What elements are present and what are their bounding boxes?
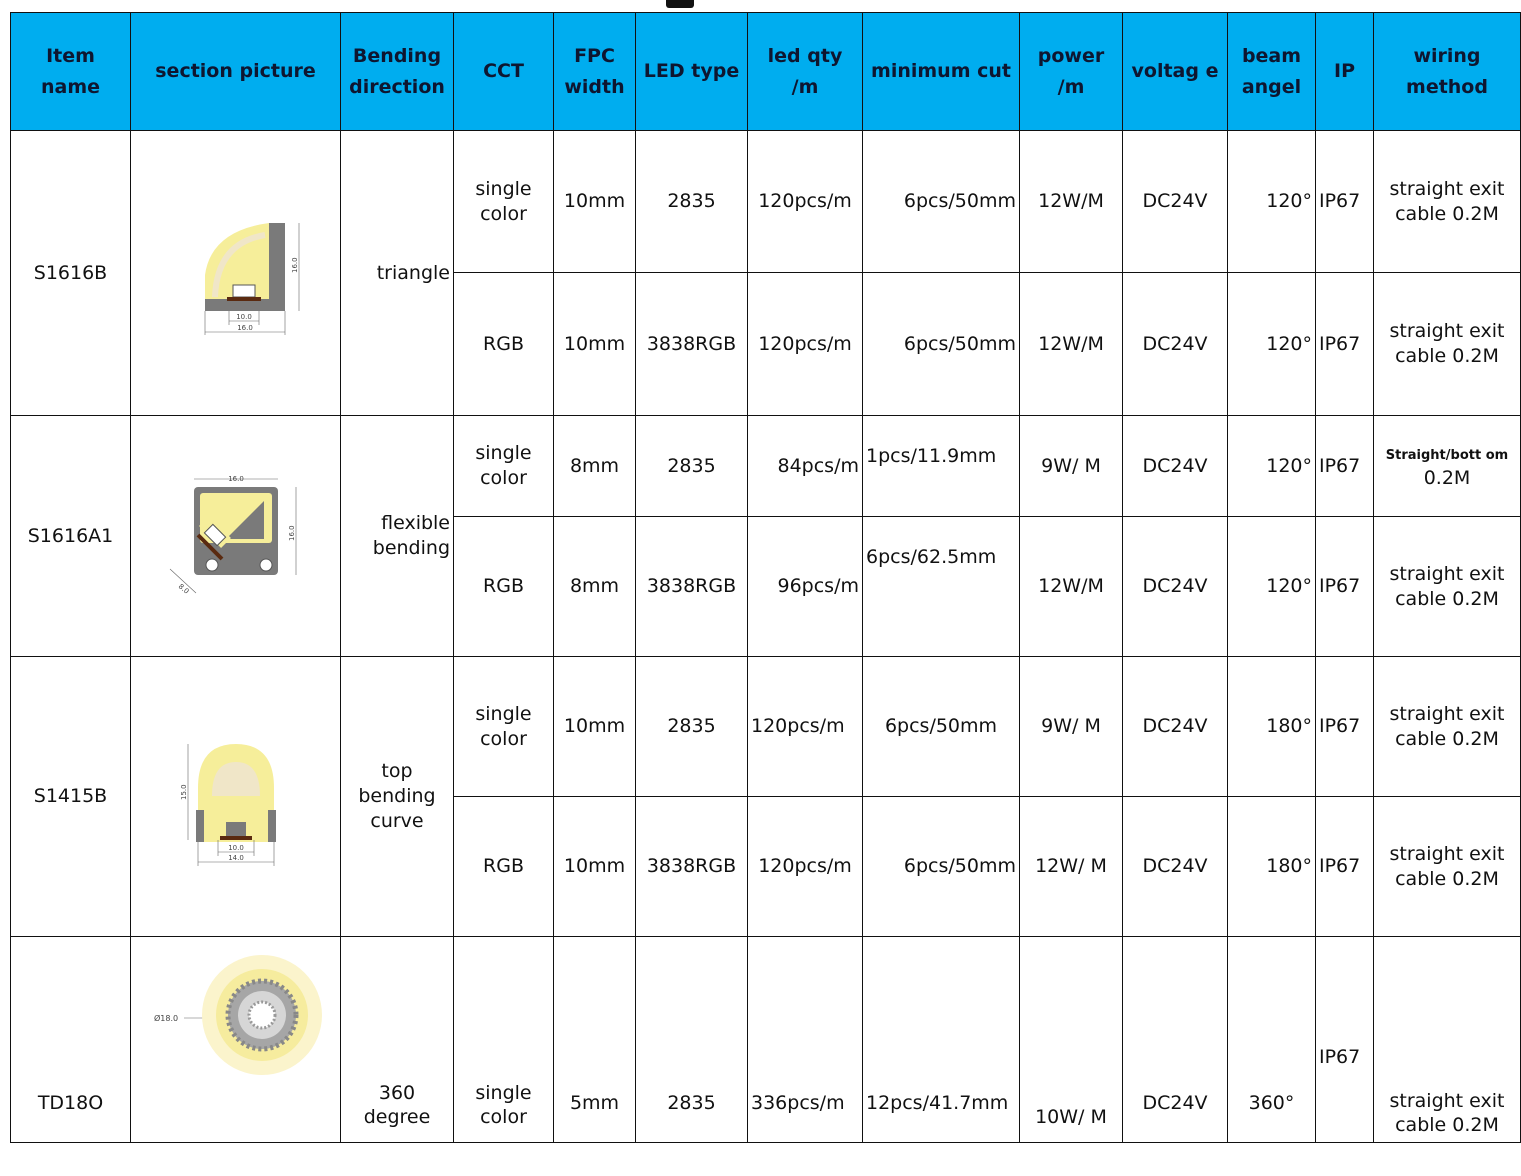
fpc-width-cell: 8mm <box>554 416 636 517</box>
spec-table <box>10 12 1521 1143</box>
cct-cell: RGB <box>454 517 554 657</box>
led-type-cell: 2835 <box>636 937 748 1143</box>
table-row <box>11 416 1521 517</box>
dim-label: 14.0 <box>227 853 244 862</box>
dim-label: 8.0 <box>176 582 190 596</box>
dim-label: 10.0 <box>235 313 252 321</box>
led-qty-cell: 84pcs/m <box>748 416 863 517</box>
item-name-cell: S1616A1 <box>11 416 131 657</box>
voltage-cell: DC24V <box>1123 937 1228 1143</box>
fpc-width-cell: 10mm <box>554 797 636 937</box>
ip-cell: IP67 <box>1316 131 1374 273</box>
cct-cell: single color <box>454 416 554 517</box>
ip-cell: IP67 <box>1316 657 1374 797</box>
header-beam-angle: beam angel <box>1228 13 1316 131</box>
power-cell: 9W/ M <box>1020 416 1123 517</box>
header-cct: CCT <box>454 13 554 131</box>
cct-cell: RGB <box>454 797 554 937</box>
item-name-cell: TD18O <box>11 937 131 1143</box>
dim-label: 16.0 <box>290 257 299 273</box>
power-cell: 12W/M <box>1020 517 1123 657</box>
table-row <box>11 937 1521 1143</box>
dim-label: 10.0 <box>227 843 244 852</box>
section-drawing-td18o <box>146 951 326 1081</box>
led-type-cell: 2835 <box>636 416 748 517</box>
bending-direction-cell: triangle <box>341 131 454 416</box>
led-type-cell: 2835 <box>636 131 748 273</box>
section-picture-cell <box>131 937 341 1143</box>
voltage-cell: DC24V <box>1123 273 1228 416</box>
dim-label: Ø18.0 <box>153 1014 178 1023</box>
minimum-cut-cell: 6pcs/50mm <box>863 797 1020 937</box>
section-picture-cell <box>131 657 341 937</box>
led-qty-cell: 120pcs/m <box>748 657 863 797</box>
section-picture-cell <box>131 416 341 657</box>
header-minimum-cut: minimum cut <box>863 13 1020 131</box>
header-voltage: voltag e <box>1123 13 1228 131</box>
header-ip: IP <box>1316 13 1374 131</box>
table-row <box>11 657 1521 797</box>
led-type-cell: 3838RGB <box>636 797 748 937</box>
wiring-method-cell: straight exit cable 0.2M <box>1374 517 1521 657</box>
dim-label: 15.0 <box>179 783 188 800</box>
ip-cell: IP67 <box>1316 797 1374 937</box>
beam-angle-cell: 180° <box>1228 797 1316 937</box>
cct-cell: single color <box>454 131 554 273</box>
beam-angle-cell: 120° <box>1228 416 1316 517</box>
header-fpc-width: FPC width <box>554 13 636 131</box>
voltage-cell: DC24V <box>1123 657 1228 797</box>
bending-direction-cell: flexible bending <box>341 416 454 657</box>
table-row <box>11 131 1521 273</box>
power-cell: 9W/ M <box>1020 657 1123 797</box>
ip-cell: IP67 <box>1316 937 1374 1143</box>
bending-direction-cell: 360 degree <box>341 937 454 1143</box>
beam-angle-cell: 120° <box>1228 273 1316 416</box>
fpc-width-cell: 5mm <box>554 937 636 1143</box>
title-strip <box>0 0 1521 12</box>
fpc-width-cell: 10mm <box>554 273 636 416</box>
fpc-width-cell: 10mm <box>554 131 636 273</box>
item-name-cell: S1616B <box>11 131 131 416</box>
section-drawing-s1616b <box>161 203 311 343</box>
led-qty-cell: 336pcs/m <box>748 937 863 1143</box>
cct-cell: single color <box>454 937 554 1143</box>
bending-direction-cell: top bending curve <box>341 657 454 937</box>
led-type-cell: 3838RGB <box>636 517 748 657</box>
voltage-cell: DC24V <box>1123 416 1228 517</box>
section-drawing-s1616a1 <box>156 461 316 611</box>
minimum-cut-cell: 6pcs/50mm <box>863 273 1020 416</box>
section-picture-cell <box>131 131 341 416</box>
cct-cell: single color <box>454 657 554 797</box>
power-cell: 10W/ M <box>1020 937 1123 1143</box>
led-qty-cell: 96pcs/m <box>748 517 863 657</box>
wiring-method-bold: Straight/bott om <box>1385 448 1509 464</box>
wiring-method-cell: straight exit cable 0.2M <box>1374 937 1521 1143</box>
minimum-cut-cell: 1pcs/11.9mm <box>863 416 1020 517</box>
beam-angle-cell: 120° <box>1228 517 1316 657</box>
header-led-qty: led qty /m <box>748 13 863 131</box>
header-led-type: LED type <box>636 13 748 131</box>
cct-cell: RGB <box>454 273 554 416</box>
header-item-name: Item name <box>11 13 131 131</box>
dim-label: 16.0 <box>287 525 296 541</box>
led-type-cell: 3838RGB <box>636 273 748 416</box>
wiring-method-cell <box>1374 416 1521 517</box>
power-cell: 12W/M <box>1020 131 1123 273</box>
power-cell: 12W/M <box>1020 273 1123 416</box>
led-qty-cell: 120pcs/m <box>748 273 863 416</box>
minimum-cut-cell: 6pcs/50mm <box>863 657 1020 797</box>
beam-angle-cell: 180° <box>1228 657 1316 797</box>
ip-cell: IP67 <box>1316 273 1374 416</box>
voltage-cell: DC24V <box>1123 797 1228 937</box>
fpc-width-cell: 8mm <box>554 517 636 657</box>
header-power: power /m <box>1020 13 1123 131</box>
wiring-method-cell: straight exit cable 0.2M <box>1374 657 1521 797</box>
led-qty-cell: 120pcs/m <box>748 131 863 273</box>
wiring-method-tail: 0.2M <box>1423 467 1471 489</box>
item-name-cell: S1415B <box>11 657 131 937</box>
voltage-cell: DC24V <box>1123 131 1228 273</box>
wiring-method-cell: straight exit cable 0.2M <box>1374 131 1521 273</box>
wiring-method-cell: straight exit cable 0.2M <box>1374 797 1521 937</box>
ip-cell: IP67 <box>1316 517 1374 657</box>
minimum-cut-cell: 6pcs/50mm <box>863 131 1020 273</box>
header-section-picture: section picture <box>131 13 341 131</box>
minimum-cut-cell: 6pcs/62.5mm <box>863 517 1020 657</box>
led-qty-cell: 120pcs/m <box>748 797 863 937</box>
section-drawing-s1415b <box>166 722 306 872</box>
header-wiring-method: wiring method <box>1374 13 1521 131</box>
ip-cell: IP67 <box>1316 416 1374 517</box>
minimum-cut-cell: 12pcs/41.7mm <box>863 937 1020 1143</box>
beam-angle-cell: 120° <box>1228 131 1316 273</box>
dim-label: 16.0 <box>236 324 253 332</box>
wiring-method-cell: straight exit cable 0.2M <box>1374 273 1521 416</box>
beam-angle-cell: 360° <box>1228 937 1316 1143</box>
fpc-width-cell: 10mm <box>554 657 636 797</box>
header-row <box>11 13 1521 131</box>
led-type-cell: 2835 <box>636 657 748 797</box>
header-bending-direction: Bending direction <box>341 13 454 131</box>
power-cell: 12W/ M <box>1020 797 1123 937</box>
dim-label: 16.0 <box>227 475 244 483</box>
voltage-cell: DC24V <box>1123 517 1228 657</box>
title-fragment <box>666 0 694 8</box>
